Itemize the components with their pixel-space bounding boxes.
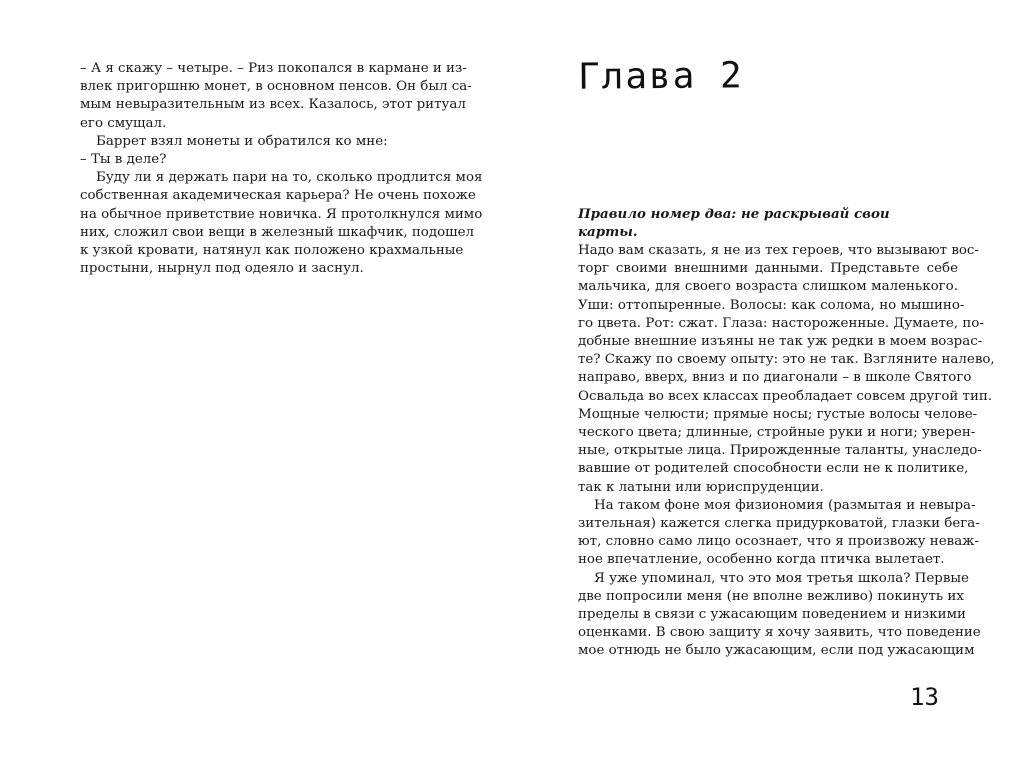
text-line: – Ты в деле? bbox=[80, 152, 167, 168]
right-page bbox=[512, 0, 1024, 768]
text-line: мым невыразительным из всех. Казалось, этот ритуал bbox=[80, 97, 466, 113]
text-line: го цвета. Рот: сжат. Глаза: настороженные. Думаете, по- bbox=[578, 315, 984, 331]
text-line: две попросили меня (не вполне вежливо) покинуть их bbox=[578, 588, 964, 604]
text-line: ческого цвета; длинные, стройные руки и ноги; уверен- bbox=[578, 425, 976, 441]
text-line: собственная академическая карьера? Не очень похоже bbox=[80, 188, 476, 204]
text-line: те? Скажу по своему опыту: это не так. Взгляните налево, bbox=[578, 352, 995, 368]
text-line: направо, вверх, вниз и по диагонали – в школе Святого bbox=[578, 370, 972, 386]
text-line: мальчика, для своего возраста слишком маленького. bbox=[578, 279, 958, 295]
text-line: Мощные челюсти; прямые носы; густые волосы челове- bbox=[578, 406, 978, 422]
text-line: ют, словно само лицо осознает, что я произвожу неваж- bbox=[578, 534, 980, 550]
left-page-text bbox=[80, 60, 483, 278]
text-line: ные, открытые лица. Прирожденные таланты, унаследо- bbox=[578, 443, 982, 459]
text-line: вавшие от родителей способности если не к политике, bbox=[578, 461, 969, 477]
text-line: так к латыни или юриспруденции. bbox=[578, 479, 824, 495]
text-line: оценками. В свою защиту я хочу заявить, что поведение bbox=[578, 625, 981, 641]
text-line: Баррет взял монеты и обратился ко мне: bbox=[96, 133, 388, 149]
text-line: его смущал. bbox=[80, 115, 167, 131]
text-line: к узкой кровати, натянул как положено крахмальные bbox=[80, 243, 464, 259]
text-line: на обычное приветствие новичка. Я протолкнулся мимо bbox=[80, 206, 483, 222]
text-line: Надо вам сказать, я не из тех героев, что вызывают вос- bbox=[578, 243, 979, 258]
text-line: Я уже упоминал, что это моя третья школа? Первые bbox=[594, 570, 969, 586]
text-line: пределы в связи с ужасающим поведением и низкими bbox=[578, 607, 966, 623]
text-line: ное впечатление, особенно когда птичка вылетает. bbox=[578, 552, 945, 568]
text-line: торг своими внешними данными. Представьте себе bbox=[578, 261, 958, 277]
rule-heading: Правило номер два: не раскрывай свои карты. bbox=[578, 206, 890, 241]
text-line: мое отнюдь не было ужасающим, если под ужасающим bbox=[578, 643, 975, 659]
text-line: простыни, нырнул под одеяло и заснул. bbox=[80, 261, 364, 277]
chapter-title: Глава 2 bbox=[577, 55, 744, 98]
text-line: На таком фоне моя физиономия (размытая и невыра- bbox=[594, 497, 976, 513]
text-line: добные внешние изъяны не так уж редки в моем возрас- bbox=[578, 334, 983, 350]
text-line: Буду ли я держать пари на то, сколько продлится моя bbox=[96, 170, 483, 186]
text-line: – А я скажу – четыре. – Риз покопался в кармане и из- bbox=[80, 61, 467, 76]
text-line: них, сложил свои вещи в железный шкафчик, подошел bbox=[80, 224, 475, 240]
text-line: влек пригоршню монет, в основном пенсов. Он был са- bbox=[80, 79, 472, 95]
page-number: 13 bbox=[910, 683, 939, 711]
right-page-text bbox=[578, 242, 995, 661]
text-line: зительная) кажется слегка придурковатой, глазки бега- bbox=[578, 516, 980, 532]
text-line: Уши: оттопыренные. Волосы: как солома, но мышино- bbox=[578, 297, 965, 313]
text-line: Освальда во всех классах преобладает совсем другой тип. bbox=[578, 388, 993, 404]
